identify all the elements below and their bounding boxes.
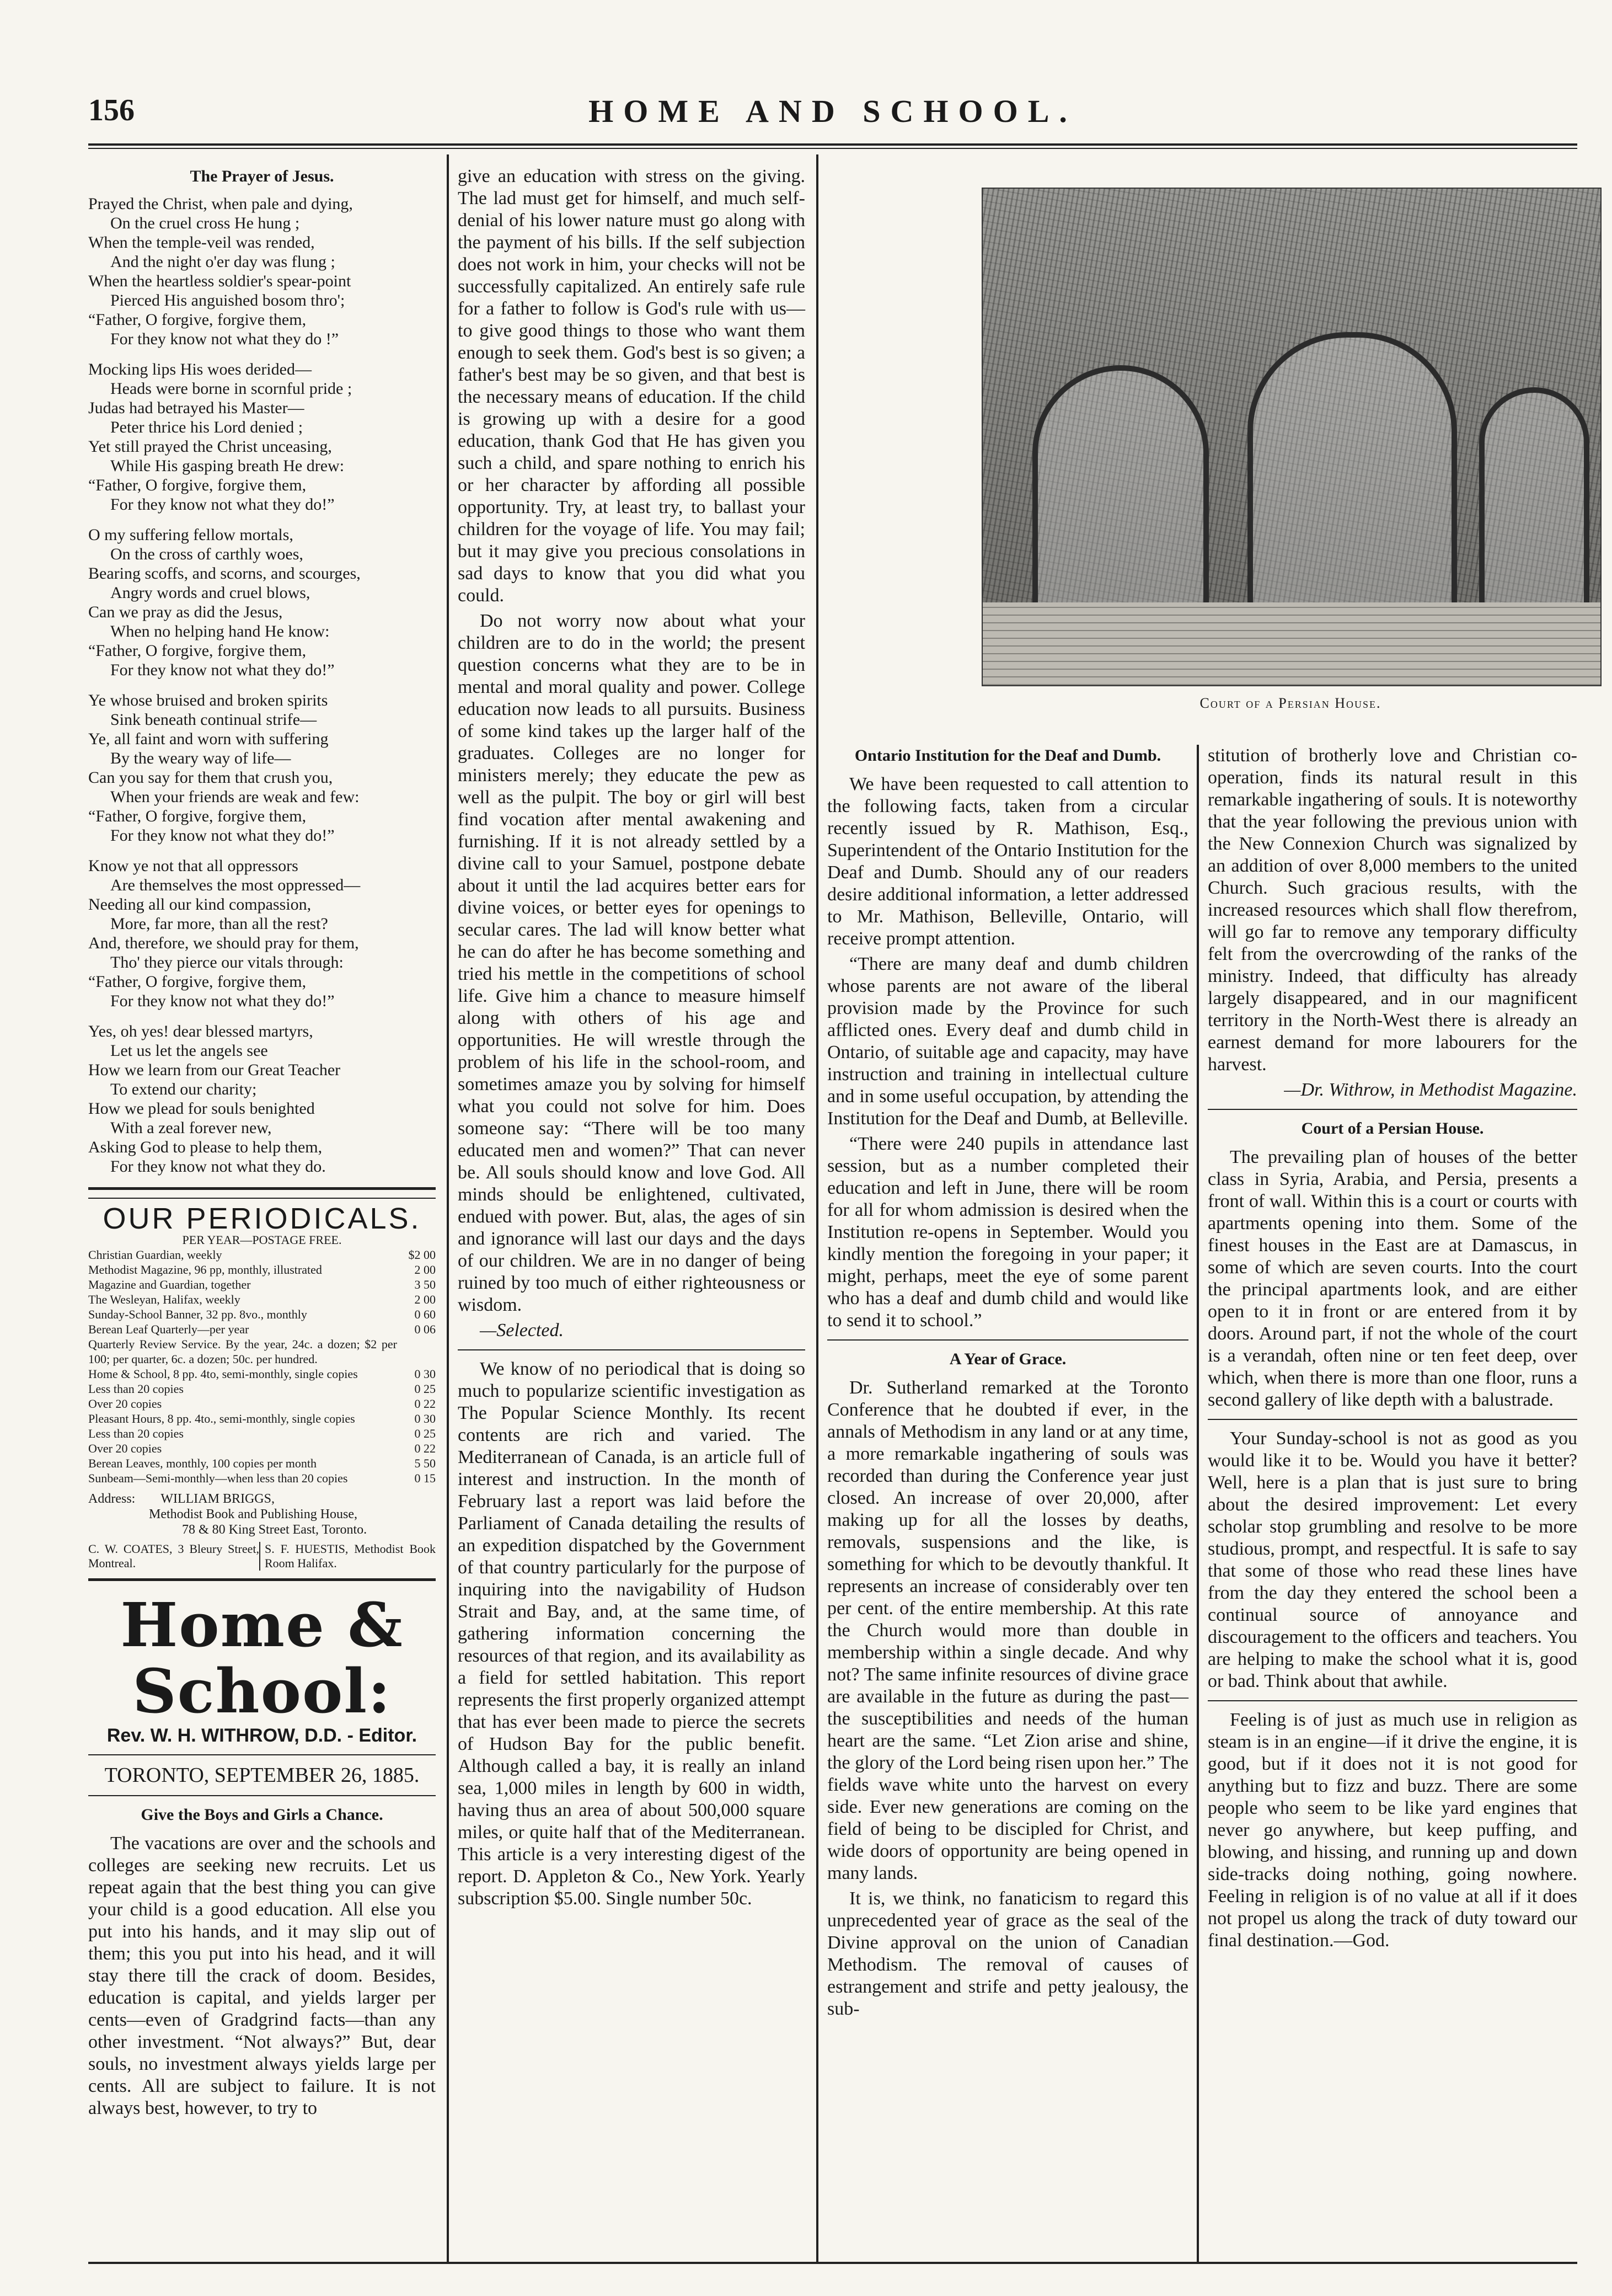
section-rule (88, 1198, 436, 1199)
article-paragraph: The vacations are over and the schools and colleges are seeking new recruits. Let us repeat again that the best thing you can give your child is a good education. All else you put into his hands, and it may slip out of them; this you put into his head, and it will stay there till the crack of doom. Besides, education is capital, and yields larger per cents—even of Gradgrind facts—than any other investment. “Not always?” But, dear souls, no investment always yields large per cents. All are subject to failure. It is not always best, however, to try to (88, 1833, 436, 2118)
price-row-name: Quarterly Review Service. By the year, 24c. a dozen; $2 per 100; per quarter, 6c. a dozen; 50c. per hundred. (88, 1337, 397, 1366)
column-rule-1 (447, 154, 449, 2262)
column-1 (88, 165, 436, 2123)
price-row-name: Christian Guardian, weekly (88, 1248, 222, 1262)
header-rule (88, 143, 1577, 146)
article-signature: —Dr. Withrow, in Methodist Magazine. (1284, 1080, 1577, 1100)
price-row-name: Magazine and Guardian, together (88, 1278, 251, 1291)
price-row-name: Sunday-School Banner, 32 pp. 8vo., monthly (88, 1307, 307, 1321)
price-row-price: 0 15 (414, 1471, 436, 1485)
price-row-price: 0 60 (414, 1307, 436, 1321)
article-title-grace: A Year of Grace. (949, 1350, 1067, 1368)
section-rule (88, 1187, 436, 1190)
column-rule-3 (1197, 745, 1199, 2262)
article-paragraph: Feeling is of just as much use in religion as steam is in an engine—if it drive the engine, it is good, but if it does not it is not good for anything but to fizz and buzz. There are some people who seem to be like yard engines that never go anywhere, but keep puffing, and blowing, and hissing, and running up and down side-tracks doing nothing, going nowhere. Feeling in religion is of no value at all if it does not propel us along the track of duty toward our final destination.—God. (1208, 1710, 1577, 1951)
price-row (88, 1441, 436, 1456)
section-rule (1208, 1109, 1577, 1110)
periodicals-subtitle: PER YEAR—POSTAGE FREE. (182, 1233, 342, 1247)
poem-stanza: O my suffering fellow mortals, On the cross of carthly woes, Bearing scoffs, and scorns, and scourges, Angry words and cruel blows, Can we pray as did the Jesus, When no helping hand He know: “Father, O forgive, forgive them, For they know not what they do!” (88, 526, 361, 679)
price-row (88, 1337, 436, 1366)
poem-stanza: Ye whose bruised and broken spirits Sink beneath continual strife— Ye, all faint and worn with suffering By the weary way of life— Can you say for them that crush you, When your friends are weak and few: “Father, O forgive, forgive them, For they know not what they do!” (88, 691, 360, 845)
section-rule (458, 1349, 805, 1350)
poem-stanza: Mocking lips His woes derided— Heads were borne in scornful pride ; Judas had betrayed his Master— Peter thrice his Lord denied ; Yet still prayed the Christ unceasing, While His gasping breath He drew: “Father, O forgive, forgive them, For they know not what they do!” (88, 360, 352, 514)
price-row-price: 0 30 (414, 1412, 436, 1425)
engraving-caption: Court of a Persian House. (1199, 695, 1381, 711)
price-row (88, 1456, 436, 1471)
price-row-name: Over 20 copies (88, 1441, 162, 1455)
arch-center (1247, 332, 1457, 602)
price-row-name: Less than 20 copies (88, 1382, 184, 1396)
poem-stanza: Prayed the Christ, when pale and dying, On the cruel cross He hung ; When the temple-veil was rended, And the night o'er day was flung ; When the heartless soldier's spear-point Pierced His anguished bosom thro'; “Father, O forgive, forgive them, For they know not what they do !” (88, 195, 353, 348)
price-row-name: Pleasant Hours, 8 pp. 4to., semi-monthly, single copies (88, 1412, 355, 1425)
price-row-price (397, 1337, 436, 1366)
page-title: HOME AND SCHOOL. (588, 93, 1077, 129)
price-row-price: 2 00 (414, 1293, 436, 1306)
price-row-name: Berean Leaf Quarterly—per year (88, 1322, 249, 1336)
price-row-name: Methodist Magazine, 96 pp, monthly, illustrated (88, 1263, 322, 1277)
editor-line: Rev. W. H. WITHROW, D.D. - Editor. (106, 1725, 417, 1746)
article-paragraph: Dr. Sutherland remarked at the Toronto Conference that he doubted if ever, in the annals of Methodism in any land or at any time, a more remarkable ingathering of souls was recorded than during the Conference year just closed. An increase of over 20,000, after making up for all the losses by deaths, removals, suspensions and the like, is something for which to be devoutly thankful. It represents an increase of considerably over ten per cent. of the entire membership. At this rate the Church would more than double in membership within a single decade. And why not? The same infinite resources of divine grace are available in the future as during the past—the susceptibilities and needs of the human heart are the same. “Let Zion arise and shine, the glory of the Lord being risen upon her.” The fields wave white unto the harvest on every side. Ever new generations are coming on the field of being to be discipled for Christ, and wide doors of opportunity are being opened in many lands. (827, 1377, 1188, 1883)
footer-rule (88, 2262, 1577, 2264)
article-title-ontario: Ontario Institution for the Deaf and Dumb. (854, 746, 1161, 765)
price-row-name: Home & School, 8 pp. 4to, semi-monthly, single copies (88, 1367, 358, 1381)
masthead-title: Home & School: (120, 1589, 404, 1727)
arch-left (1032, 365, 1209, 602)
price-row-price: 5 50 (414, 1456, 436, 1470)
section-rule (88, 1578, 436, 1581)
publisher-address: Address: WILLIAM BRIGGS, Methodist Book and Publishing House, 78 & 80 King Street East, Toronto. (88, 1492, 367, 1537)
price-row (88, 1322, 436, 1337)
poem-stanza: Yes, oh yes! dear blessed martyrs, Let us let the angels see How we learn from our Great Teacher To extend our charity; How we plead for souls benighted With a zeal forever new, Asking God to please to help them, For they know not what they do. (88, 1022, 341, 1176)
header-rule-thin (88, 148, 1577, 149)
price-row-name: Over 20 copies (88, 1397, 162, 1411)
section-rule (1208, 1419, 1577, 1420)
column-2 (458, 165, 805, 1913)
price-row (88, 1277, 436, 1292)
price-row-name: Less than 20 copies (88, 1427, 184, 1440)
page-header (88, 88, 1577, 138)
court-floor (983, 602, 1600, 685)
article-paragraph: “There are many deaf and dumb children whose parents are not aware of the liberal provision made by the Province for such afflicted ones. Every deaf and dumb child in Ontario, of suitable age and capacity, may have instruction and training in intellectual culture and in some useful occupation, by attending the Institution for the Deaf and Dumb, at Belleville. (827, 954, 1188, 1129)
price-row-price: $2 00 (408, 1248, 436, 1262)
section-rule (88, 1754, 436, 1755)
agent-addresses: C. W. COATES, 3 Bleury Street, Montreal. S. F. HUESTIS, Methodist Book Room Halifax. (88, 1542, 436, 1570)
section-rule (88, 1795, 436, 1796)
poem-title: The Prayer of Jesus. (190, 167, 334, 185)
article-paragraph: “There were 240 pupils in attendance last session, but as a number completed their education and left in June, there will be room for all for whom admission is desired when the Institution re-opens in September. Would you kindly mention the foregoing in your paper; it might, perhaps, meet the eye of some parent who has a deaf and dumb child and would like to send it to school.” (827, 1134, 1188, 1331)
newspaper-page (88, 83, 1577, 2267)
poem-body (88, 194, 436, 1176)
price-row (88, 1247, 436, 1262)
section-rule (1208, 1700, 1577, 1701)
price-row-price: 3 50 (414, 1278, 436, 1291)
article-paragraph: Do not worry now about what your children are to do in the world; the present question concerns what they are to be in mental and moral quality and power. College education now leads to all pursuits. Business of some kind takes up the larger half of the graduates. Colleges are no longer for ministers merely; they educate the pew as well as the pulpit. The boy or girl will best find vocation after mental awakening and furnishing. If it is not already settled by a divine call to your Samuel, postpone debate about it until the lad acquires better ears for divine voices, or better eyes for openings to secular cares. The lad will know better what he can do after he has become something and tried his mettle in the competitions of school life. Give him a chance to measure himself along with others of his age and opportunities. He will wrestle through the problem of his life in the school-room, and sometimes amaze you by solving for himself what you could not solve for him. Does someone say: “There will be too many educated men and women?” That can never be. All souls should know and love God. All minds should be enlightened, cultivated, endued with power. But, alas, the ages of sin and ignorance will last our days and the days of our children. We are in no danger of being ruined by too much of either righteousness or wisdom. (458, 611, 805, 1315)
price-row-price: 0 06 (414, 1322, 436, 1336)
article-signature: —Selected. (480, 1320, 564, 1341)
article-paragraph: We know of no periodical that is doing so much to popularize scientific investigation as The Popular Science Monthly. Its recent contents are rich and varied. The Mediterranean of Canada, is an article full of interest and instruction. In the month of February last a report was laid before the Parliament of Canada detailing the results of an expedition dispatched by the Government of that country particularly for the purpose of inquiring into the navigability of Hudson Strait and Bay, and, at the same time, of gathering information concerning the resources of that region, and its availability as a field for settled habitation. This report represents the first properly organized attempt that has ever been made to pierce the secrets of Hudson Bay for the public benefit. Although called a bay, it is really an inland sea, 1,000 miles in length by 600 in width, having thus an area of about 500,000 square miles, or quite half that of the Mediterranean. This article is a very interesting digest of the report. D. Appleton & Co., New York. Yearly subscription $5.00. Single number 50c. (458, 1359, 805, 1909)
price-row (88, 1292, 436, 1307)
dateline: TORONTO, SEPTEMBER 26, 1885. (104, 1764, 420, 1787)
price-row-name: Berean Leaves, monthly, 100 copies per month (88, 1456, 317, 1470)
column-3 (827, 745, 1188, 2023)
price-row-price: 0 25 (414, 1427, 436, 1440)
price-row (88, 1396, 436, 1411)
column-4 (1208, 745, 1577, 1955)
price-row (88, 1411, 436, 1426)
price-row (88, 1366, 436, 1381)
section-rule (827, 1339, 1188, 1341)
price-row (88, 1426, 436, 1441)
price-row-price: 0 22 (414, 1441, 436, 1455)
price-row-name: Sunbeam—Semi-monthly—when less than 20 copies (88, 1471, 348, 1485)
article-paragraph: It is, we think, no fanaticism to regard this unprecedented year of grace as the seal of the Divine approval on the union of Canadian Methodism. The removal of causes of estrangement and strife and petty jealousy, the sub- (827, 1888, 1188, 2019)
arch-right (1479, 387, 1589, 602)
price-row-price: 2 00 (414, 1263, 436, 1277)
price-row (88, 1471, 436, 1486)
price-row-name: The Wesleyan, Halifax, weekly (88, 1293, 240, 1306)
price-list (88, 1247, 436, 1486)
article-paragraph: stitution of brotherly love and Christian co-operation, finds its natural result in this remarkable ingathering of souls. It is noteworthy that the year following the previous union with the New Connexion Church was signalized by an addition of over 8,000 members to the united Church. Such gracious results, with the increased resources which shall flow therefrom, will go far to remove any temporary difficulty felt from the overcrowding of the ranks of the ministry. Indeed, that difficulty has already largely disappeared, and in our magnificent territory in the North-West there is already an earnest demand for more labourers for the harvest. (1208, 745, 1577, 1075)
price-row (88, 1262, 436, 1277)
poem-stanza: Know ye not that all oppressors Are themselves the most oppressed— Needing all our kind compassion, More, far more, than all the rest? And, therefore, we should pray for them, Tho' they pierce our vitals through: “Father, O forgive, forgive them, For they know not what they do!” (88, 857, 361, 1010)
price-row-price: 0 30 (414, 1367, 436, 1381)
persian-court-engraving (982, 188, 1602, 686)
article-paragraph: We have been requested to call attention to the following facts, taken from a circular recently issued by R. Mathison, Esq., Superintendent of the Ontario Institution for the Deaf and Dumb. Should any of our readers desire additional information, a letter addressed to Mr. Mathison, Belleville, Ontario, will receive prompt attention. (827, 774, 1188, 949)
price-row (88, 1381, 436, 1396)
article-paragraph: Your Sunday-school is not as good as you would like it to be. Would you have it better? Well, here is a plan that is just sure to bring about the desired improvement: Let every scholar stop grumbling and resolve to be more studious, prompt, and respectful. It is safe to say that some of those who read these lines have from the day they entered the school been a continual source of annoyance and discouragement to the officers and teachers. You are helping to make the school what it is, good or bad. Think about that awhile. (1208, 1428, 1577, 1691)
article-title-boys: Give the Boys and Girls a Chance. (141, 1806, 383, 1824)
price-row (88, 1307, 436, 1322)
price-row-price: 0 22 (414, 1397, 436, 1411)
column-rule-2 (816, 154, 818, 2262)
periodicals-title: OUR PERIODICALS. (103, 1202, 421, 1235)
page-number: 156 (88, 93, 135, 127)
article-paragraph: The prevailing plan of houses of the better class in Syria, Arabia, and Persia, presents a front of wall. Within this is a court or courts with apartments opening into them. Some of the finest houses in the East are at Damascus, in some of which are seven courts. Into the court the principal apartments look, and are either open to it in front or are entered from it by doors. Around part, if not the whole of the court is a verandah, often nine or ten feet deep, over which, when there is more than one floor, runs a second gallery of like depth with a balustrade. (1208, 1147, 1577, 1410)
article-title-court: Court of a Persian House. (1301, 1119, 1484, 1138)
article-paragraph: give an education with stress on the giving. The lad must get for himself, and much self-denial of his lower nature must go along with the payment of his bills. If the self subjection does not work in him, your checks will not be successfully capitalized. An entirely safe rule for a father to follow is God's rule with us—to give good things to those who want them enough to seek them. God's best is so given; a father's best may be so given, and that best is the necessary means of education. If the child is growing up with a desire for a good education, thank God that He has given you such a child, and spare nothing to enrich his or her character by affording all possible opportunity. Try, at least try, to ballast your children for the voyage of life. You may fail; but it may give you precious consolations in sad days to know that you did what you could. (458, 166, 805, 606)
price-row-price: 0 25 (414, 1382, 436, 1396)
